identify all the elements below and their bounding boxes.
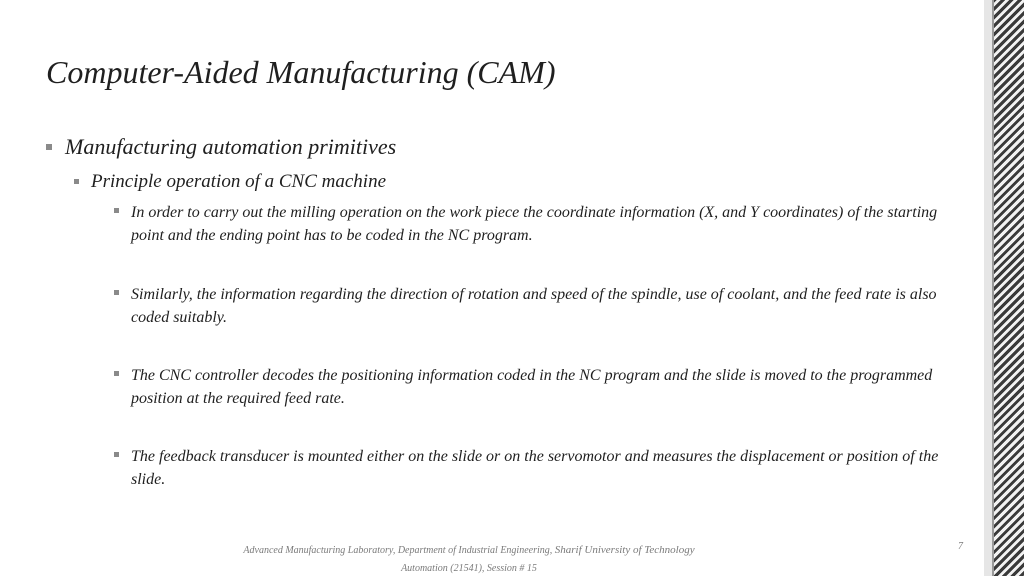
decorative-side-strip [984,0,1024,576]
bullet-level1: Manufacturing automation primitives [65,134,397,159]
bullet-marker [114,208,119,213]
footer-university: Sharif University of Technology [554,544,695,556]
bullet-marker [46,144,52,150]
footer-line1 [200,541,738,560]
bullet-level3-2: Similarly, the information regarding the direction of rotation and speed of the spindle, use of coolant, and the feed rate is also coded suitably. [131,286,937,326]
footer [200,541,738,578]
bullet-marker [114,371,119,376]
bullet-level3-4: The feedback transducer is mounted either on the slide or on the servomotor and measures the displacement or position of the slide. [131,448,939,488]
bullet-level2: Principle operation of a CNC machine [91,171,387,192]
bullet-level3-1: In order to carry out the milling operation on the work piece the coordinate information (X, and Y coordinates) of the starting point and the ending point has to be coded in the NC program. [131,204,938,244]
footer-lab: Advanced Manufacturing Laboratory, Department of Industrial Engineering, [243,545,553,556]
bullet-marker [114,290,119,295]
slide-title: Computer-Aided Manufacturing (CAM) [46,54,556,90]
page-number: 7 [958,541,963,552]
bullet-marker [114,452,119,457]
bullet-level3-3: The CNC controller decodes the positioning information coded in the NC program and the slide is moved to the programmed position at the required feed rate. [131,367,933,407]
bullet-marker [74,179,79,184]
footer-line2: Automation (21541), Session # 15 [401,563,537,574]
